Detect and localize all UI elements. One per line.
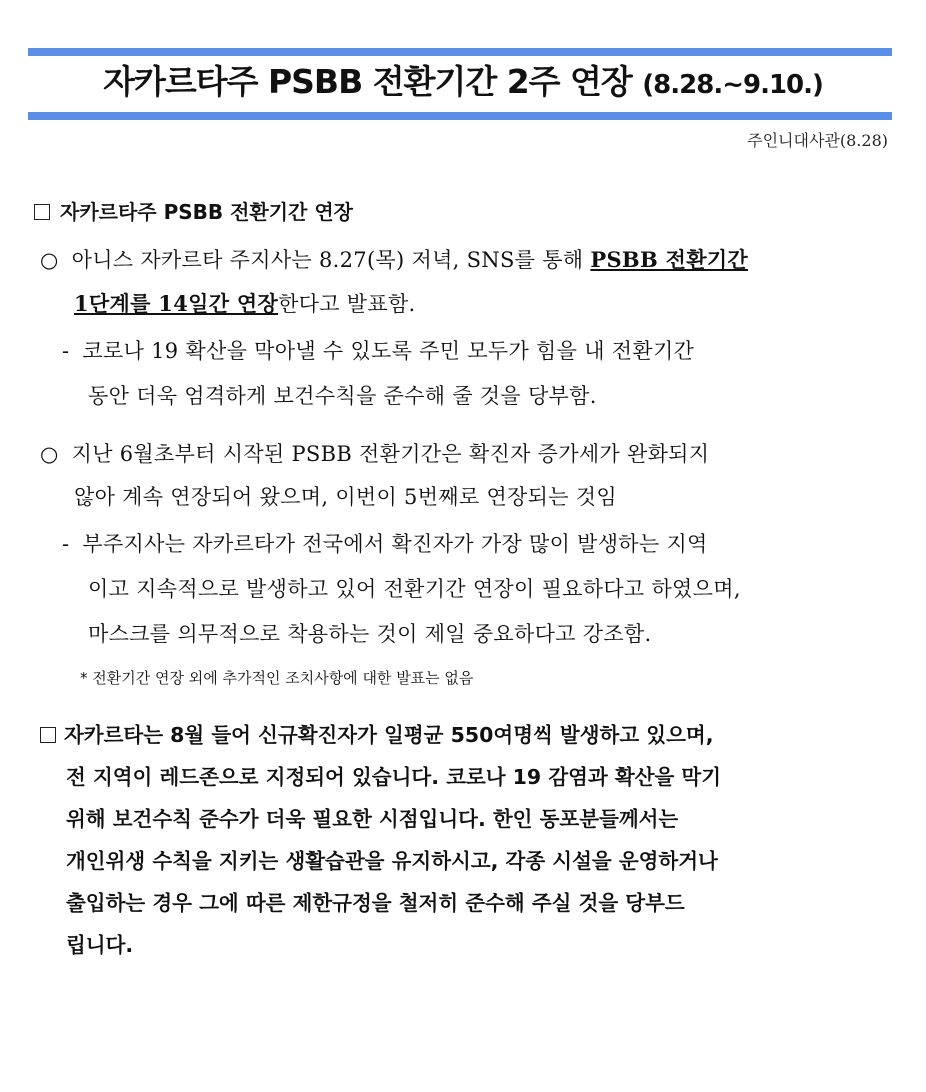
source-label: 주인니대사관(8.28) [747,131,888,150]
item2-sub1-line1-text: 부주지사는 자카르타가 전국에서 확진자가 가장 많이 발생하는 지역 [82,532,708,556]
section2-line-text: 자카르타는 8월 들어 신규확진자가 일평균 550여명씩 발생하고 있으며, [64,723,714,747]
item2-bullet: ○ [40,442,59,466]
title-dates: (8.28.~9.10.) [642,70,823,100]
item2-sub1-line3 [88,618,651,648]
item2-sub1-line1 [62,528,708,558]
title-top-bar [28,48,892,56]
item1-line2-bold: 1단계를 14일간 연장 [74,291,279,316]
item2-sub1-line2-text: 이고 지속적으로 발생하고 있어 전환기간 연장이 필요하다고 하였으며, [88,577,741,601]
item1-line1 [40,244,748,274]
section2-line-text: 립니다. [66,933,134,957]
item2-line1 [40,438,709,468]
section2-paragraph [40,714,896,966]
section2-line-text: 개인위생 수칙을 지키는 생활습관을 유지하시고, 각종 시설을 운영하거나 [66,849,718,873]
checkbox-square-icon [40,727,56,743]
checkbox-square-icon [34,204,50,220]
section2-line-text: 출입하는 경우 그에 따른 제한규정을 철저히 준수해 주실 것을 당부드 [66,891,685,915]
section2-line [40,756,896,798]
item2-sub1-dash: - [62,532,70,556]
section2-line [40,798,896,840]
section2-line-text: 전 지역이 레드존으로 지정되어 있습니다. 코로나 19 감염과 확산을 막기 [66,765,722,789]
section1-heading [34,196,353,225]
item2-note: * 전환기간 연장 외에 추가적인 조치사항에 대한 발표는 없음 [80,669,474,687]
title-main: 자카르타주 PSBB 전환기간 2주 연장 [103,62,632,101]
item2-line2 [74,481,617,511]
section2-line [40,924,896,966]
item1-line1-text: 아니스 자카르타 주지사는 8.27(목) 저녁, SNS를 통해 [71,248,591,272]
section2-line [40,882,896,924]
item1-line2-text: 한다고 발표함. [278,292,416,316]
item2-sub1-line3-text: 마스크를 의무적으로 착용하는 것이 제일 중요하다고 강조함. [88,622,652,646]
item2-sub1-line2 [88,573,741,603]
page-title [0,56,926,111]
section2-line-text: 위해 보건수칙 준수가 더욱 필요한 시점입니다. 한인 동포분들께서는 [66,807,679,831]
section2-line [40,714,896,756]
item1-sub1-line2 [88,380,597,410]
item2-line1-text: 지난 6월초부터 시작된 PSBB 전환기간은 확진자 증가세가 완화되지 [71,442,710,466]
item1-line2 [74,288,416,318]
section1-heading-text: 자카르타주 PSBB 전환기간 연장 [60,200,353,224]
item1-sub1-dash: - [62,339,70,363]
item1-line1-bold: PSBB 전환기간 [590,247,748,272]
title-bottom-bar [28,112,892,120]
item1-sub1-line1-text: 코로나 19 확산을 막아낼 수 있도록 주민 모두가 힘을 내 전환기간 [82,339,695,363]
item1-sub1-line1 [62,335,694,365]
section2-line [40,840,896,882]
item1-sub1-line2-text: 동안 더욱 엄격하게 보건수칙을 준수해 줄 것을 당부함. [88,384,597,408]
item2-line2-text: 않아 계속 연장되어 왔으며, 이번이 5번째로 연장되는 것임 [74,485,617,509]
item1-bullet: ○ [40,248,59,272]
